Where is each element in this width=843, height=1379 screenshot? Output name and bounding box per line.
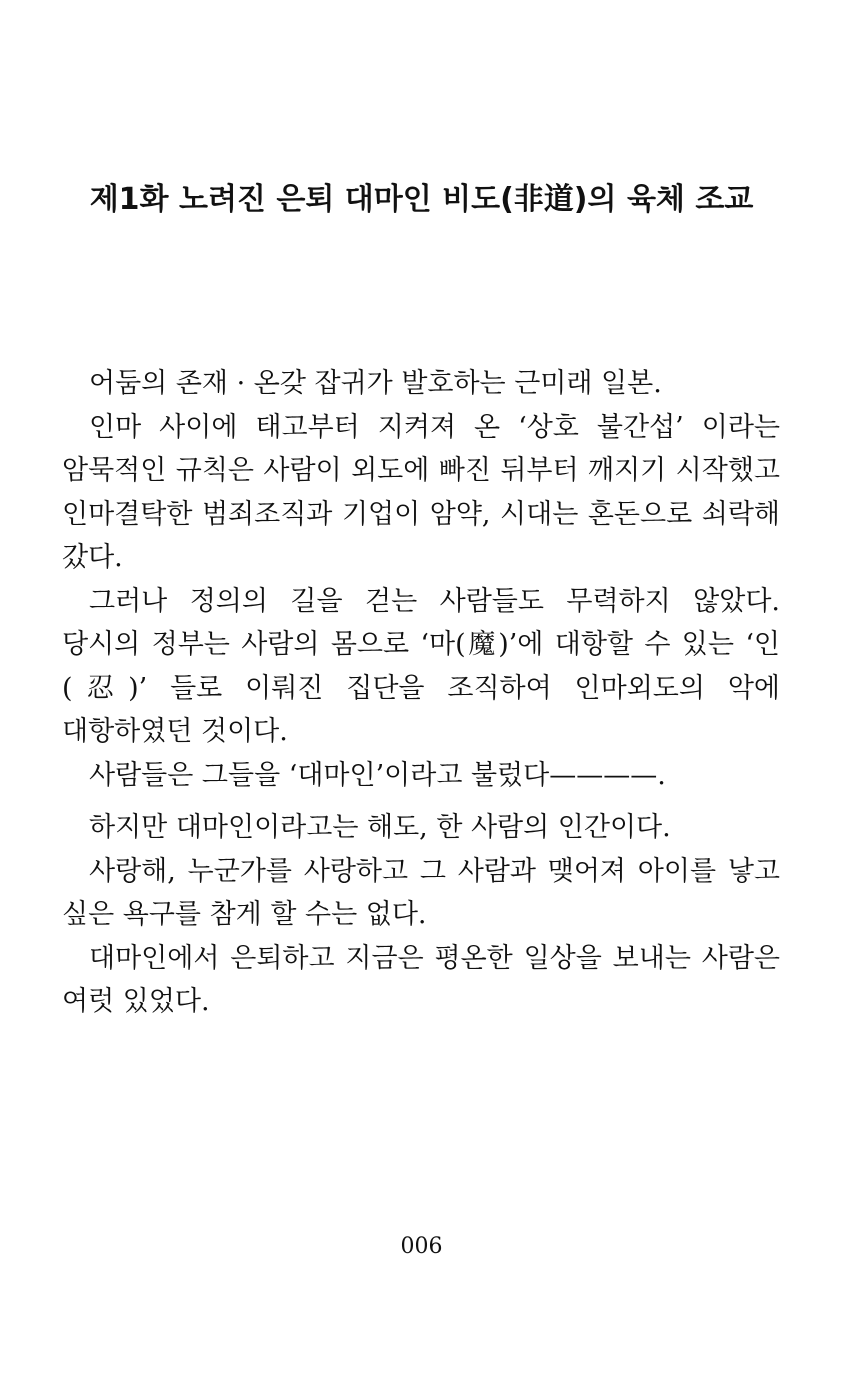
paragraph: 어둠의 존재 · 온갖 잡귀가 발호하는 근미래 일본. bbox=[89, 368, 662, 399]
paragraph: 사람들은 그들을 ‘대마인’이라고 불렀다————. bbox=[89, 759, 666, 791]
paragraph: 대마인에서 은퇴하고 지금은 평온한 일상을 보내는 사람은 여럿 있었다. bbox=[62, 942, 780, 1017]
text-section-2 bbox=[62, 806, 780, 1024]
paragraph: 인마 사이에 태고부터 지켜져 온 ‘상호 불간섭’ 이라는 암묵적인 규칙은 사람이 외도에 빠진 뒤부터 깨지기 시작했고 인마결탁한 범죄조직과 기업이 암약, 시대는 혼돈으로 쇠락해 갔다. bbox=[62, 411, 780, 573]
paragraph: 사랑해, 누군가를 사랑하고 그 사람과 맺어져 아이를 낳고 싶은 욕구를 참게 할 수는 없다. bbox=[62, 855, 780, 930]
text-section-1 bbox=[62, 362, 780, 797]
paragraph: 그러나 정의의 길을 걷는 사람들도 무력하지 않았다. 당시의 정부는 사람의 몸으로 ‘마(魔)’에 대항할 수 있는 ‘인(忍)’ 들로 이뤄진 집단을 조직하여 인마외도의 악에 대항하였던 것이다. bbox=[62, 585, 780, 747]
page-number: 006 bbox=[400, 1234, 443, 1259]
paragraph: 하지만 대마인이라고는 해도, 한 사람의 인간이다. bbox=[89, 812, 671, 843]
chapter-title: 제1화 노려진 은퇴 대마인 비도(非道)의 육체 조교 bbox=[89, 182, 754, 217]
